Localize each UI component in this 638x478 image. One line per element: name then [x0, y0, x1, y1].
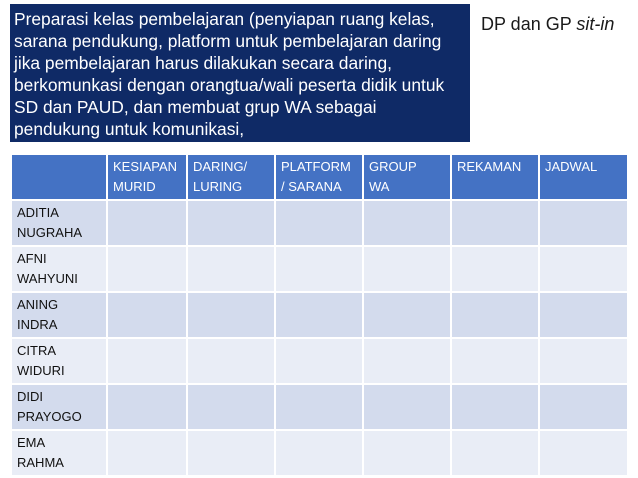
- table-cell[interactable]: [451, 384, 539, 430]
- table-cell[interactable]: [275, 292, 363, 338]
- table-cell[interactable]: [539, 292, 628, 338]
- table-cell[interactable]: [363, 246, 451, 292]
- table-cell[interactable]: [187, 338, 275, 384]
- table-cell[interactable]: [275, 430, 363, 476]
- side-label: [481, 14, 614, 35]
- header-cell-group-wa: GROUP WA: [363, 154, 451, 200]
- table-cell[interactable]: [187, 292, 275, 338]
- table-cell[interactable]: [363, 200, 451, 246]
- table-cell[interactable]: [451, 430, 539, 476]
- header-cell-jadwal: JADWAL: [539, 154, 628, 200]
- table-cell[interactable]: [539, 200, 628, 246]
- table-cell[interactable]: [451, 246, 539, 292]
- attendance-table: [10, 153, 629, 477]
- table-cell[interactable]: [275, 384, 363, 430]
- table-cell[interactable]: [363, 292, 451, 338]
- header-cell-rekaman: REKAMAN: [451, 154, 539, 200]
- row-name-cell: CITRA WIDURI: [11, 338, 107, 384]
- row-name-cell: AFNI WAHYUNI: [11, 246, 107, 292]
- header-cell-kesiapan-murid: KESIAPAN MURID: [107, 154, 187, 200]
- row-name-cell: ADITIA NUGRAHA: [11, 200, 107, 246]
- table-cell[interactable]: [107, 384, 187, 430]
- table-cell[interactable]: [451, 292, 539, 338]
- table-row: [11, 430, 628, 476]
- row-name-cell: ANING INDRA: [11, 292, 107, 338]
- table-cell[interactable]: [107, 430, 187, 476]
- table-cell[interactable]: [451, 338, 539, 384]
- table-cell[interactable]: [275, 200, 363, 246]
- table-cell[interactable]: [107, 338, 187, 384]
- table-cell[interactable]: [539, 246, 628, 292]
- side-label-prefix: DP dan GP: [481, 14, 577, 34]
- table-row: [11, 338, 628, 384]
- table-cell[interactable]: [187, 200, 275, 246]
- table-cell[interactable]: [451, 200, 539, 246]
- table-cell[interactable]: [107, 200, 187, 246]
- side-label-emphasis: sit-in: [576, 14, 615, 34]
- row-name-cell: EMA RAHMA: [11, 430, 107, 476]
- table-row: [11, 246, 628, 292]
- header-cell-daring-luring: DARING/ LURING: [187, 154, 275, 200]
- table-cell[interactable]: [187, 430, 275, 476]
- header-cell-platform-sarana: PLATFORM / SARANA: [275, 154, 363, 200]
- table-cell[interactable]: [107, 246, 187, 292]
- table-cell[interactable]: [363, 338, 451, 384]
- table-cell[interactable]: [275, 246, 363, 292]
- table-cell[interactable]: [363, 430, 451, 476]
- table-cell[interactable]: [539, 338, 628, 384]
- table-cell[interactable]: [275, 338, 363, 384]
- table-row: [11, 384, 628, 430]
- table-row: [11, 292, 628, 338]
- table-cell[interactable]: [363, 384, 451, 430]
- table-cell[interactable]: [187, 246, 275, 292]
- table-cell[interactable]: [107, 292, 187, 338]
- table-cell[interactable]: [539, 384, 628, 430]
- table-cell[interactable]: [187, 384, 275, 430]
- table-header-row: [11, 154, 628, 200]
- header-cell-corner: [11, 154, 107, 200]
- table-cell[interactable]: [539, 430, 628, 476]
- title-box: Preparasi kelas pembelajaran (penyiapan ruang kelas, sarana pendukung, platform untuk pembelajaran daring jika pembelajaran harus dilakukan secara daring, berkomunkasi dengan orangtua/wali peserta didik untuk SD dan PAUD, dan membuat grup WA sebagai pendukung untuk komunikasi,: [10, 4, 470, 142]
- row-name-cell: DIDI PRAYOGO: [11, 384, 107, 430]
- table-row: [11, 200, 628, 246]
